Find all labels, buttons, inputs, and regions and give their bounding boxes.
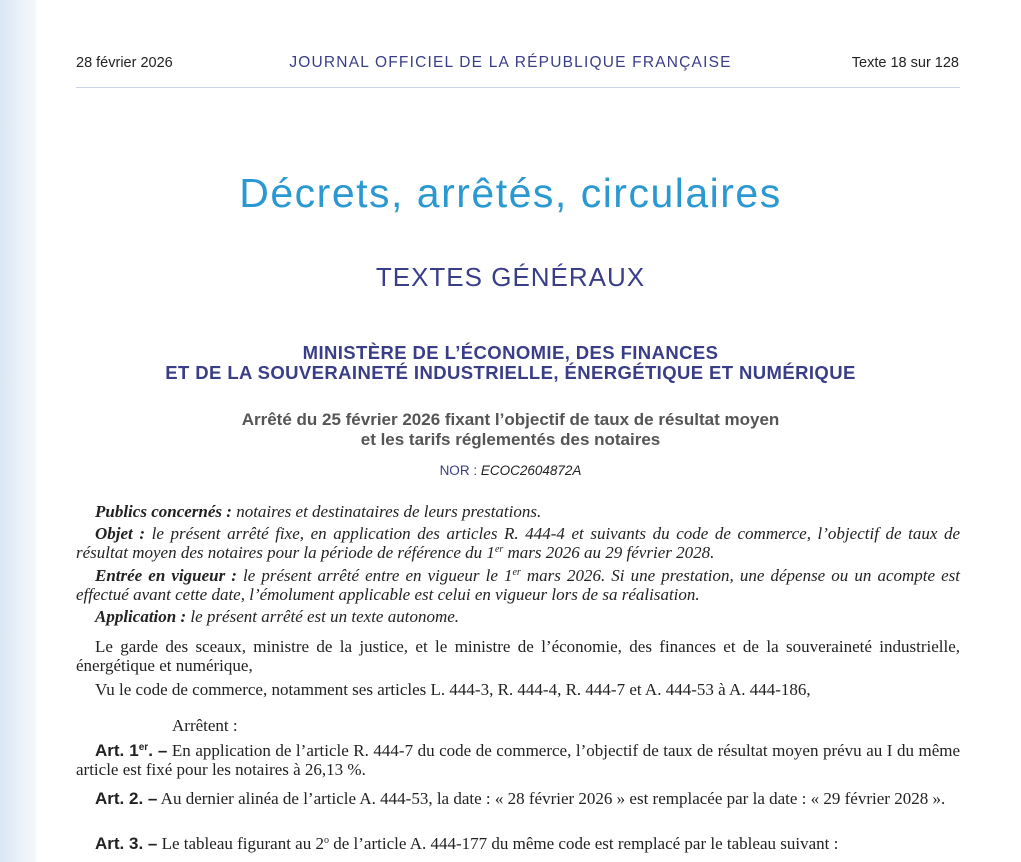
- art3-sup: o: [323, 835, 329, 846]
- header-text-number: Texte 18 sur 128: [851, 55, 959, 71]
- header-date: 28 février 2026: [76, 55, 173, 71]
- body-garde: [76, 637, 960, 675]
- header-divider: [76, 87, 960, 88]
- vu-text: Vu le code de commerce, notamment ses articles L. 444-3, R. 444-4, R. 444-7 et A. 444-53 à A. 444-186,: [95, 680, 811, 699]
- ministry-line-2: ET DE LA SOUVERAINETÉ INDUSTRIELLE, ÉNERGÉTIQUE ET NUMÉRIQUE: [165, 362, 856, 383]
- arrete-title-line-2: et les tarifs réglementés des notaires: [360, 430, 661, 449]
- body-vu: [76, 680, 960, 699]
- summary-entree: [76, 566, 960, 604]
- nor-value: ECOC2604872A: [480, 463, 582, 478]
- arrete-title-line-1: Arrêté du 25 février 2026 fixant l’objectif de taux de résultat moyen: [241, 410, 780, 429]
- garde-text: Le garde des sceaux, ministre de la justice, et le ministre de l’économie, des finances et de la souveraineté industrielle, énergétique et numérique,: [76, 637, 960, 675]
- art2-label: Art. 2. –: [95, 789, 158, 808]
- article-1: [76, 741, 960, 779]
- article-2: [76, 789, 960, 808]
- summary-publics: [76, 502, 960, 521]
- entree-text-a: le présent arrêté entre en vigueur le 1: [243, 566, 513, 585]
- objet-sup: er: [494, 544, 504, 555]
- page-title: Décrets, arrêtés, circulaires: [239, 170, 782, 216]
- art2-text: Au dernier alinéa de l’article A. 444-53, la date : « 28 février 2026 » est remplacée par la date : « 29 février 2028 ».: [160, 789, 946, 808]
- entree-label: Entrée en vigueur :: [95, 566, 237, 585]
- header-journal-title: JOURNAL OFFICIEL DE LA RÉPUBLIQUE FRANÇAISE: [289, 54, 732, 71]
- entree-text-b: mars 2026. Si une prestation, une dépense ou un acompte est effectué avant cette date, l’émolument applicable est celui en vigueur lors de sa réalisation.: [76, 566, 961, 604]
- summary-objet: [76, 524, 960, 562]
- application-text: le présent arrêté est un texte autonome.: [190, 607, 460, 626]
- art3-label: Art. 3. –: [95, 834, 158, 853]
- art3-text-b: de l’article A. 444-177 du même code est remplacé par le tableau suivant :: [333, 834, 839, 853]
- application-label: Application :: [95, 607, 187, 626]
- entree-sup: er: [512, 567, 521, 578]
- summary-application: [76, 607, 960, 626]
- nor-label: NOR :: [439, 463, 478, 478]
- objet-text-a: le présent arrêté fixe, en application des articles R. 444-4 et suivants du code de commerce, l’objectif de taux de résultat moyen des notaires pour la période de référence du 1: [76, 524, 961, 562]
- art1-label: Art. 1er. –: [95, 741, 168, 760]
- article-3: [76, 834, 960, 853]
- nor-reference: [0, 463, 1021, 478]
- ministry-line-1: MINISTÈRE DE L’ÉCONOMIE, DES FINANCES: [302, 342, 719, 363]
- publics-text: notaires et destinataires de leurs prestations.: [236, 502, 542, 521]
- publics-label: Publics concernés :: [95, 502, 232, 521]
- art3-text-a: Le tableau figurant au 2: [161, 834, 324, 853]
- document-page: [37, 42, 1021, 862]
- body-arretent: Arrêtent :: [172, 716, 238, 735]
- section-heading: TEXTES GÉNÉRAUX: [375, 262, 646, 292]
- art1-text: En application de l’article R. 444-7 du code de commerce, l’objectif de taux de résultat moyen prévu au I du même article est fixé pour les notaires à 26,13 %.: [76, 741, 961, 779]
- objet-label: Objet :: [95, 524, 146, 543]
- objet-text-b: mars 2026 au 29 février 2028.: [507, 543, 715, 562]
